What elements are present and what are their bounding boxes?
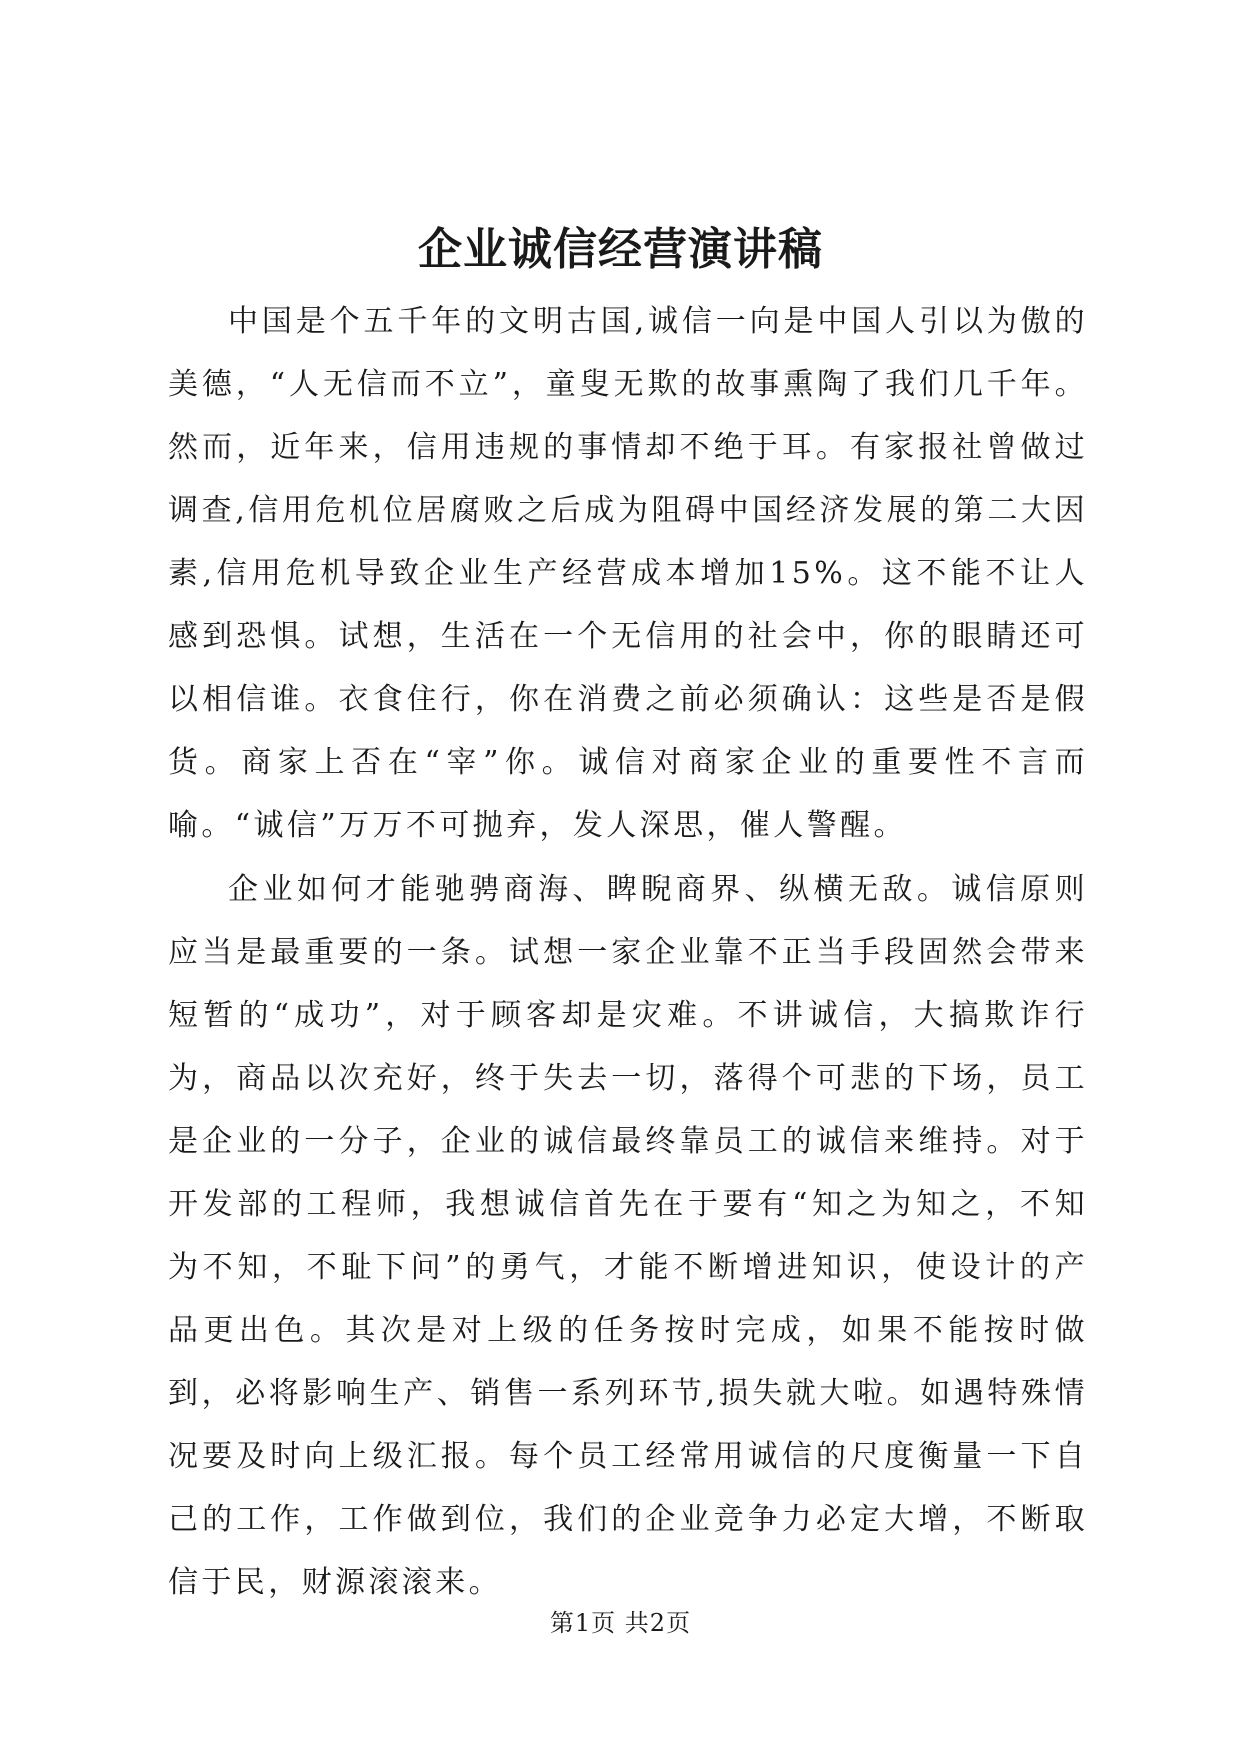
document-title: 企业诚信经营演讲稿 bbox=[418, 224, 823, 275]
paragraph-1: 中国是个五千年的文明古国,诚信一向是中国人引以为傲的美德，“人无信而不立”，童叟无欺的故事熏陶了我们几千年。然而，近年来，信用违规的事情却不绝于耳。有家报社曾做过调查,信用危机位居腐败之后成为阻碍中国经济发展的第二大因素,信用危机导致企业生产经营成本增加15%。这不能不让人感到恐惧。试想，生活在一个无信用的社会中，你的眼睛还可以相信谁。衣食住行，你在消费之前必须确认：这些是否是假货。商家上否在“宰”你。诚信对商家企业的重要性不言而喻。“诚信”万万不可抛弃，发人深思，催人警醒。 bbox=[168, 304, 1088, 843]
paragraph-2: 企业如何才能驰骋商海、睥睨商界、纵横无敌。诚信原则应当是最重要的一条。试想一家企业靠不正当手段固然会带来短暂的“成功”，对于顾客却是灾难。不讲诚信，大搞欺诈行为，商品以次充好，终于失去一切，落得个可悲的下场，员工是企业的一分子，企业的诚信最终靠员工的诚信来维持。对于开发部的工程师，我想诚信首先在于要有“知之为知之，不知为不知，不耻下问”的勇气，才能不断增进知识，使设计的产品更出色。其次是对上级的任务按时完成，如果不能按时做到，必将影响生产、销售一系列环节,损失就大啦。如遇特殊情况要及时向上级汇报。每个员工经常用诚信的尺度衡量一下自己的工作，工作做到位，我们的企业竞争力必定大增，不断取信于民，财源滚滚来。 bbox=[168, 872, 1088, 1600]
page-number-footer: 第1页 共2页 bbox=[549, 1609, 692, 1637]
document-body bbox=[168, 290, 1088, 1614]
